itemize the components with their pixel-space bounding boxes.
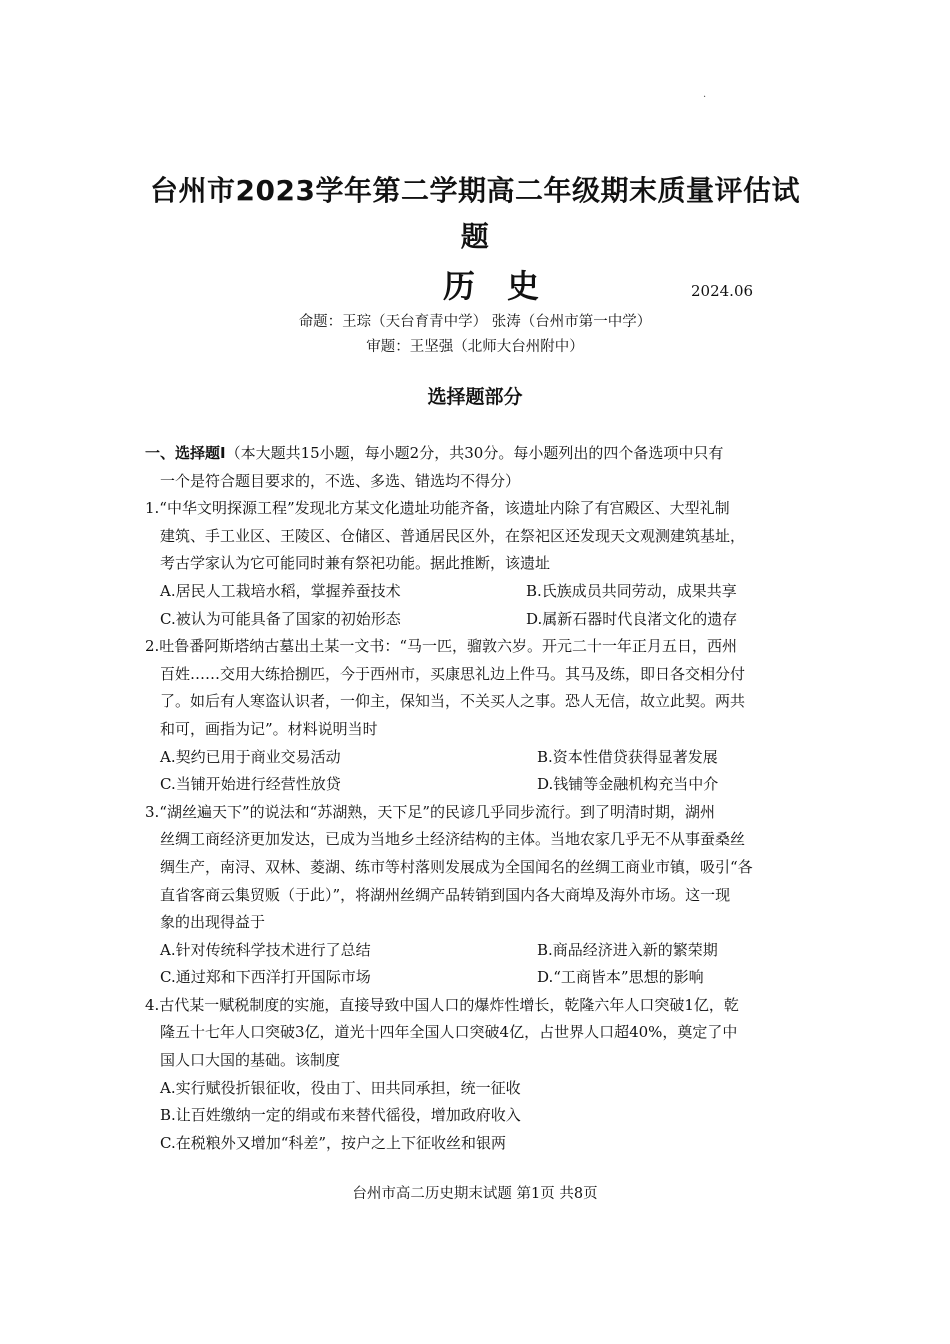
exam-date: 2024.06 xyxy=(691,282,754,300)
question-2-options xyxy=(145,744,811,772)
question-body xyxy=(145,440,811,1157)
option-d[interactable]: D.属新石器时代良渚文化的遗存 xyxy=(526,609,738,628)
question-1-stem: 建筑、手工业区、王陵区、仓储区、普通居民区外，在祭祀区还发现天文观测建筑基址， xyxy=(160,526,746,545)
question-1-options xyxy=(145,578,811,606)
question-3-stem: 3.“湖丝遍天下”的说法和“苏湖熟，天下足”的民谚几乎同步流行。到了明清时期，湖州 xyxy=(145,802,715,821)
instructions-label: 一、选择题Ⅰ xyxy=(145,444,226,462)
option-a[interactable]: A.契约已用于商业交易活动 xyxy=(160,747,341,766)
option-b[interactable]: B.商品经济进入新的繁荣期 xyxy=(537,940,718,959)
question-3-stem: 直省客商云集贸贩（于此）”，将湖州丝绸产品转销到国内各大商埠及海外市场。这一现 xyxy=(160,885,731,904)
question-4-stem: 隆五十七年人口突破3亿，道光十四年全国人口突破4亿，占世界人口超40%，奠定了中 xyxy=(160,1023,738,1042)
question-2-stem: 2.吐鲁番阿斯塔纳古墓出土某一文书：“马一匹，骝敦六岁。开元二十一年正月五日，西州 xyxy=(145,637,737,656)
question-2-stem: 百姓……交用大练拾捌匹，今于西州市，买康思礼边上件马。其马及练，即日各交相分付 xyxy=(160,664,746,683)
option-b[interactable]: B.让百姓缴纳一定的绢或布来替代徭役，增加政府收入 xyxy=(160,1106,521,1125)
option-c[interactable]: C.在税粮外又增加“科差”，按户之上下征收丝和银两 xyxy=(160,1133,507,1152)
option-b[interactable]: B.氏族成员共同劳动，成果共享 xyxy=(526,581,737,600)
option-a[interactable]: A.实行赋役折银征收，役由丁、田共同承担，统一征收 xyxy=(160,1078,521,1097)
author-credit: 命题：王琮（天台育青中学） 张涛（台州市第一中学） xyxy=(298,314,652,330)
question-4-stem: 4.古代某一赋税制度的实施，直接导致中国人口的爆炸性增长，乾隆六年人口突破1亿，乾 xyxy=(145,995,739,1014)
question-3-stem: 绸生产，南浔、双林、菱湖、练市等村落则发展成为全国闻名的丝绸工商业市镇，吸引“各 xyxy=(160,857,753,876)
scan-mark: · xyxy=(703,92,707,103)
instructions-line2: 一个是符合题目要求的，不选、多选、错选均不得分） xyxy=(160,471,521,490)
option-d[interactable]: D.“工商皆本”思想的影响 xyxy=(537,968,704,987)
question-2-options xyxy=(145,771,811,799)
question-3-options xyxy=(145,937,811,965)
question-3-stem: 丝绸工商经济更加发达，已成为当地乡土经济结构的主体。当地农家几乎无不从事蚕桑丝 xyxy=(160,830,746,849)
option-c[interactable]: C.通过郑和下西洋打开国际市场 xyxy=(160,968,371,987)
exam-title-line1: 台州市2023学年第二学期高二年级期末质量评估试 xyxy=(150,174,800,207)
reviewer-credit: 审题：王坚强（北师大台州附中） xyxy=(366,339,584,355)
question-4-stem: 国人口大国的基础。该制度 xyxy=(160,1051,341,1070)
question-1-stem: 考古学家认为它可能同时兼有祭祀功能。据此推断，该遗址 xyxy=(160,554,551,573)
section-title: 选择题部分 xyxy=(427,386,523,408)
question-2-stem: 和可，画指为记”。材料说明当时 xyxy=(160,719,378,738)
option-a[interactable]: A.针对传统科学技术进行了总结 xyxy=(160,940,371,959)
instructions-text: （本大题共15小题，每小题2分，共30分。每小题列出的四个备选项中只有 xyxy=(225,444,724,462)
option-b[interactable]: B.资本性借贷获得显著发展 xyxy=(537,747,718,766)
option-c[interactable]: C.当铺开始进行经营性放贷 xyxy=(160,775,341,794)
question-3-stem: 象的出现得益于 xyxy=(160,913,266,932)
instructions-line1 xyxy=(145,440,811,468)
exam-title xyxy=(100,168,850,260)
question-1-options xyxy=(145,606,811,634)
page-footer: 台州市高二历史期末试题 第1页 共8页 xyxy=(352,1186,598,1202)
exam-title-line2: 题 xyxy=(460,220,490,253)
option-a[interactable]: A.居民人工栽培水稻，掌握养蚕技术 xyxy=(160,581,401,600)
question-2-stem: 了。如后有人寒盗认识者，一仰主，保知当，不关买人之事。恐人无信，故立此契。两共 xyxy=(160,692,746,711)
question-1-stem: 1.“中华文明探源工程”发现北方某文化遗址功能齐备，该遗址内除了有宫殿区、大型礼制 xyxy=(145,499,730,518)
subject-heading: 历史 xyxy=(443,267,572,305)
option-d[interactable]: D.钱铺等金融机构充当中介 xyxy=(537,775,719,794)
question-3-options xyxy=(145,964,811,992)
option-c[interactable]: C.被认为可能具备了国家的初始形态 xyxy=(160,609,401,628)
